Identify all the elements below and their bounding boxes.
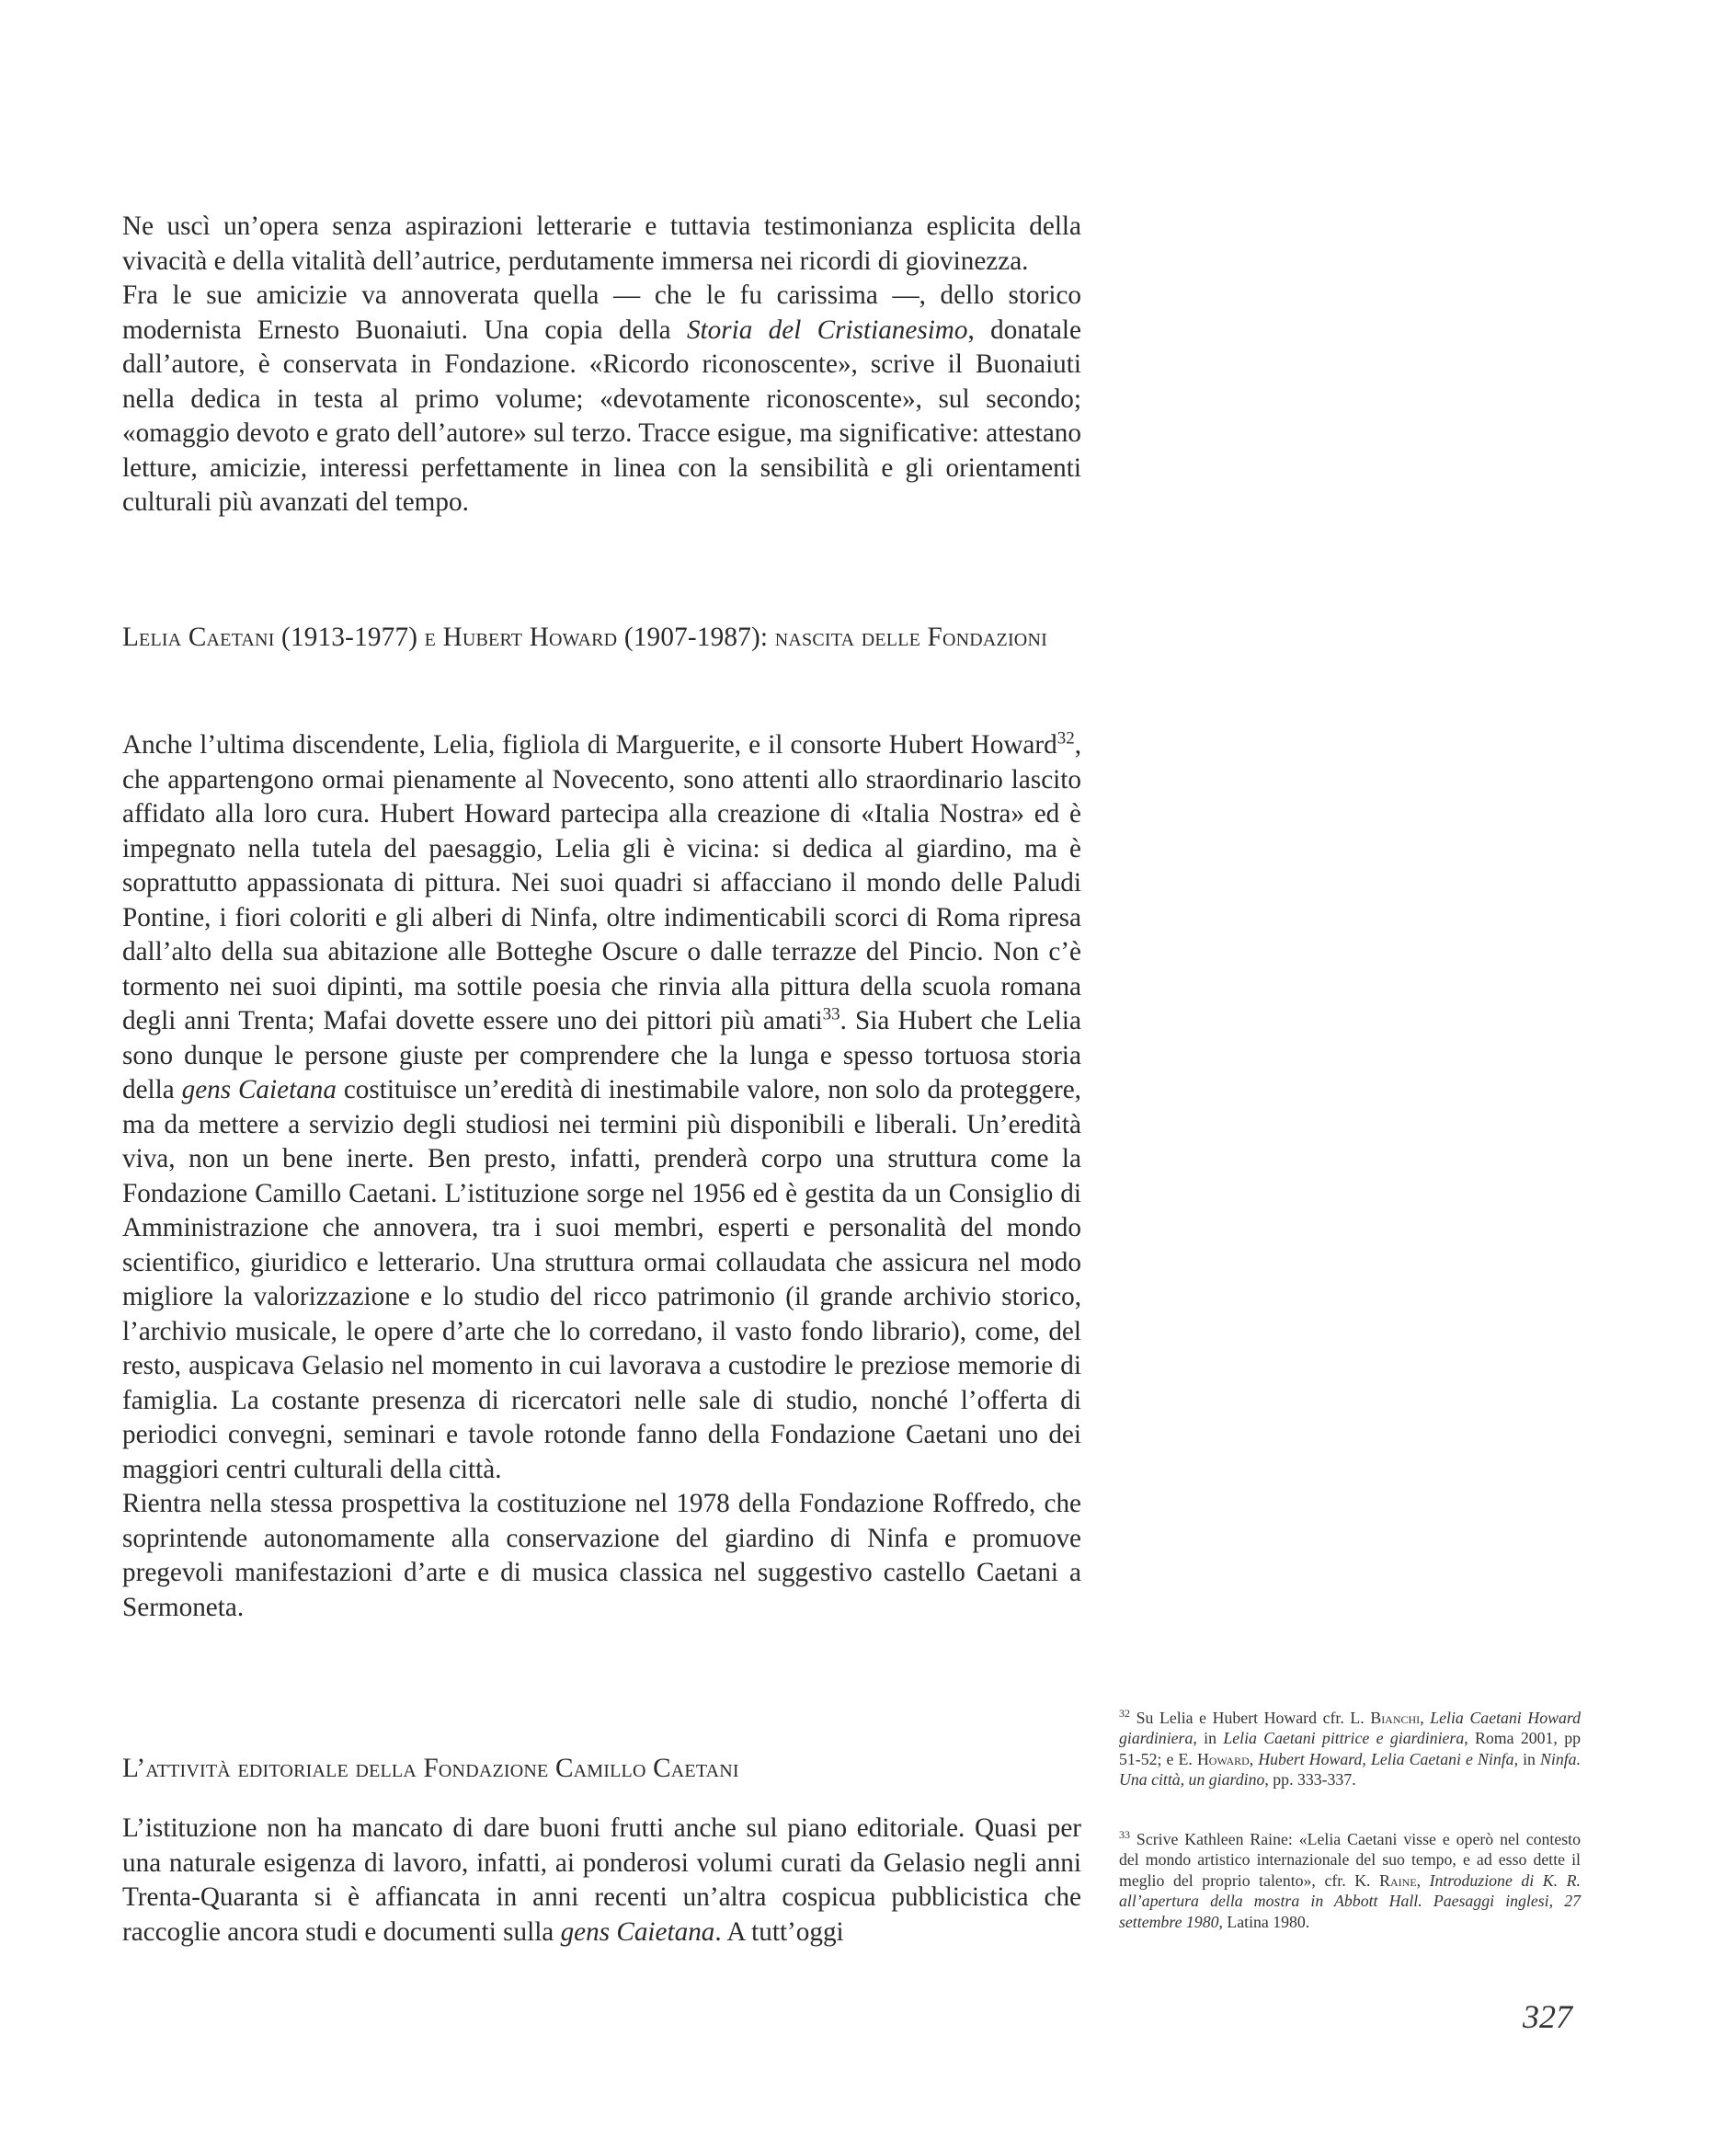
body-text-section-3	[122, 1812, 1081, 1950]
section-heading-fondazioni: Lelia Caetani (1913-1977) e Hubert Howard (1907-1987): nascita delle Fondazioni	[122, 623, 1047, 652]
page-number: 327	[1523, 1998, 1572, 2035]
paragraph: Rientra nella stessa prospettiva la costituzione nel 1978 della Fondazione Roffredo, che soprintende autonomamente alla conservazione del giardino di Ninfa e promuove pregevoli manifestazioni d’arte e di musica classica nel suggestivo castello Caetani a Sermoneta.	[122, 1489, 1081, 1622]
latin-phrase: gens Caietana	[181, 1075, 337, 1104]
paragraph: L’istituzione non ha mancato di dare buoni frutti anche sul piano editoriale. Quasi per una naturale esigenza di lavoro, infatti, ai ponderosi volumi curati da Gelasio negli anni Trenta-Quaranta si è affiancata in anni recenti un’altra cospicua pubblicistica che raccoglie ancora studi e documenti sulla gens Caietana. A tutt’oggi	[122, 1813, 1081, 1947]
footnote-32: $^{32}$ Su Lelia e Hubert Howard cfr. L. Bianchi, Lelia Caetani Howard giardiniera, in Lelia Caetani pittrice e giardiniera, Roma 2001, pp 51-52; e E. Howard, Hubert Howard, Lelia Caetani e Ninfa, in Ninfa. Una città, un giardino, pp. 333-337.	[1119, 1707, 1582, 1790]
footnote-ref-32[interactable]: 32	[1056, 728, 1075, 749]
section-heading-attivita-editoriale: L’attività editoriale della Fondazione Camillo Caetani	[122, 1754, 739, 1783]
book-title: Storia del Cristianesimo	[686, 314, 968, 345]
paragraph: Ne uscì un’opera senza aspirazioni letterarie e tuttavia testimonianza esplicita della vivacità e della vitalità dell’autrice, perdutamente immersa nei ricordi di giovinezza.	[122, 212, 1081, 276]
latin-phrase: gens Caietana	[560, 1916, 715, 1947]
body-text-section-2	[122, 728, 1081, 1625]
paragraph: Fra le sue amicizie va annoverata quella — che le fu carissima —, dello storico modernista Ernesto Buonaiuti. Una copia della Storia del Cristianesimo, donatale dall’autore, è conservata in Fondazione. «Ricordo riconoscente», scrive il Buonaiuti nella dedica in testa al primo volume; «devotamente riconoscente», sul secondo; «omaggio devoto e grato dell’autore» sul terzo. Tracce esigue, ma significative: attestano letture, amicizie, interessi perfettamente in linea con la sensibilità e gli orientamenti culturali più avanzati del tempo.	[122, 280, 1081, 517]
footnote-ref-33[interactable]: 33	[822, 1004, 840, 1024]
footnote-33: $^{33}$ Scrive Kathleen Raine: «Lelia Caetani visse e operò nel contesto del mondo artistico internazionale del suo tempo, e ad esso dette il meglio del proprio talento», cfr. K. Raine, Introduzione di K. R. all’apertura della mostra in Abbott Hall. Paesaggi inglesi, 27 settembre 1980, Latina 1980.	[1119, 1828, 1581, 1931]
body-text-section-1	[122, 210, 1081, 520]
paragraph: Anche l’ultima discendente, Lelia, figliola di Marguerite, e il consorte Hubert Howard$^{32}$, che appartengono ormai pienamente al Novecento, sono attenti allo straordinario lascito affidato alla loro cura. Hubert Howard partecipa alla creazione di «Italia Nostra» ed è impegnato nella tutela del paesaggio, Lelia gli è vicina: si dedica al giardino, ma è soprattutto appassionata di pittura. Nei suoi quadri si affacciano il mondo delle Paludi Pontine, i fiori coloriti e gli alberi di Ninfa, oltre indimenticabili scorci di Roma ripresa dall’alto della sua abitazione alle Botteghe Oscure o dalle terrazze del Pincio. Non c’è tormento nei suoi dipinti, ma sottile poesia che rinvia alla pittura della scuola romana degli anni Trenta; Mafai dovette essere uno dei pittori più amati$^{33}$. Sia Hubert che Lelia sono dunque le persone giuste per comprendere che la lunga e spesso tortuosa storia della gens Caietana costituisce un’eredità di inestimabile valore, non solo da proteggere, ma da mettere a servizio degli studiosi nei termini più disponibili e liberali. Un’eredità viva, non un bene inerte. Ben presto, infatti, prenderà corpo una struttura come la Fondazione Camillo Caetani. L’istituzione sorge nel 1956 ed è gestita da un Consiglio di Amministrazione che annovera, tra i suoi membri, esperti e personalità del mondo scientifico, giuridico e letterario. Una struttura ormai collaudata che assicura nel modo migliore la valorizzazione e lo studio del ricco patrimonio (il grande archivio storico, l’archivio musicale, le opere d’arte che lo corredano, il vasto fondo librario), come, del resto, auspicava Gelasio nel momento in cui lavorava a custodire le preziose memorie di famiglia. La costante presenza di ricercatori nelle sale di studio, nonché l’offerta di periodici convegni, seminari e tavole rotonde fanno della Fondazione Caetani uno dei maggiori centri culturali della città.	[122, 728, 1081, 1484]
